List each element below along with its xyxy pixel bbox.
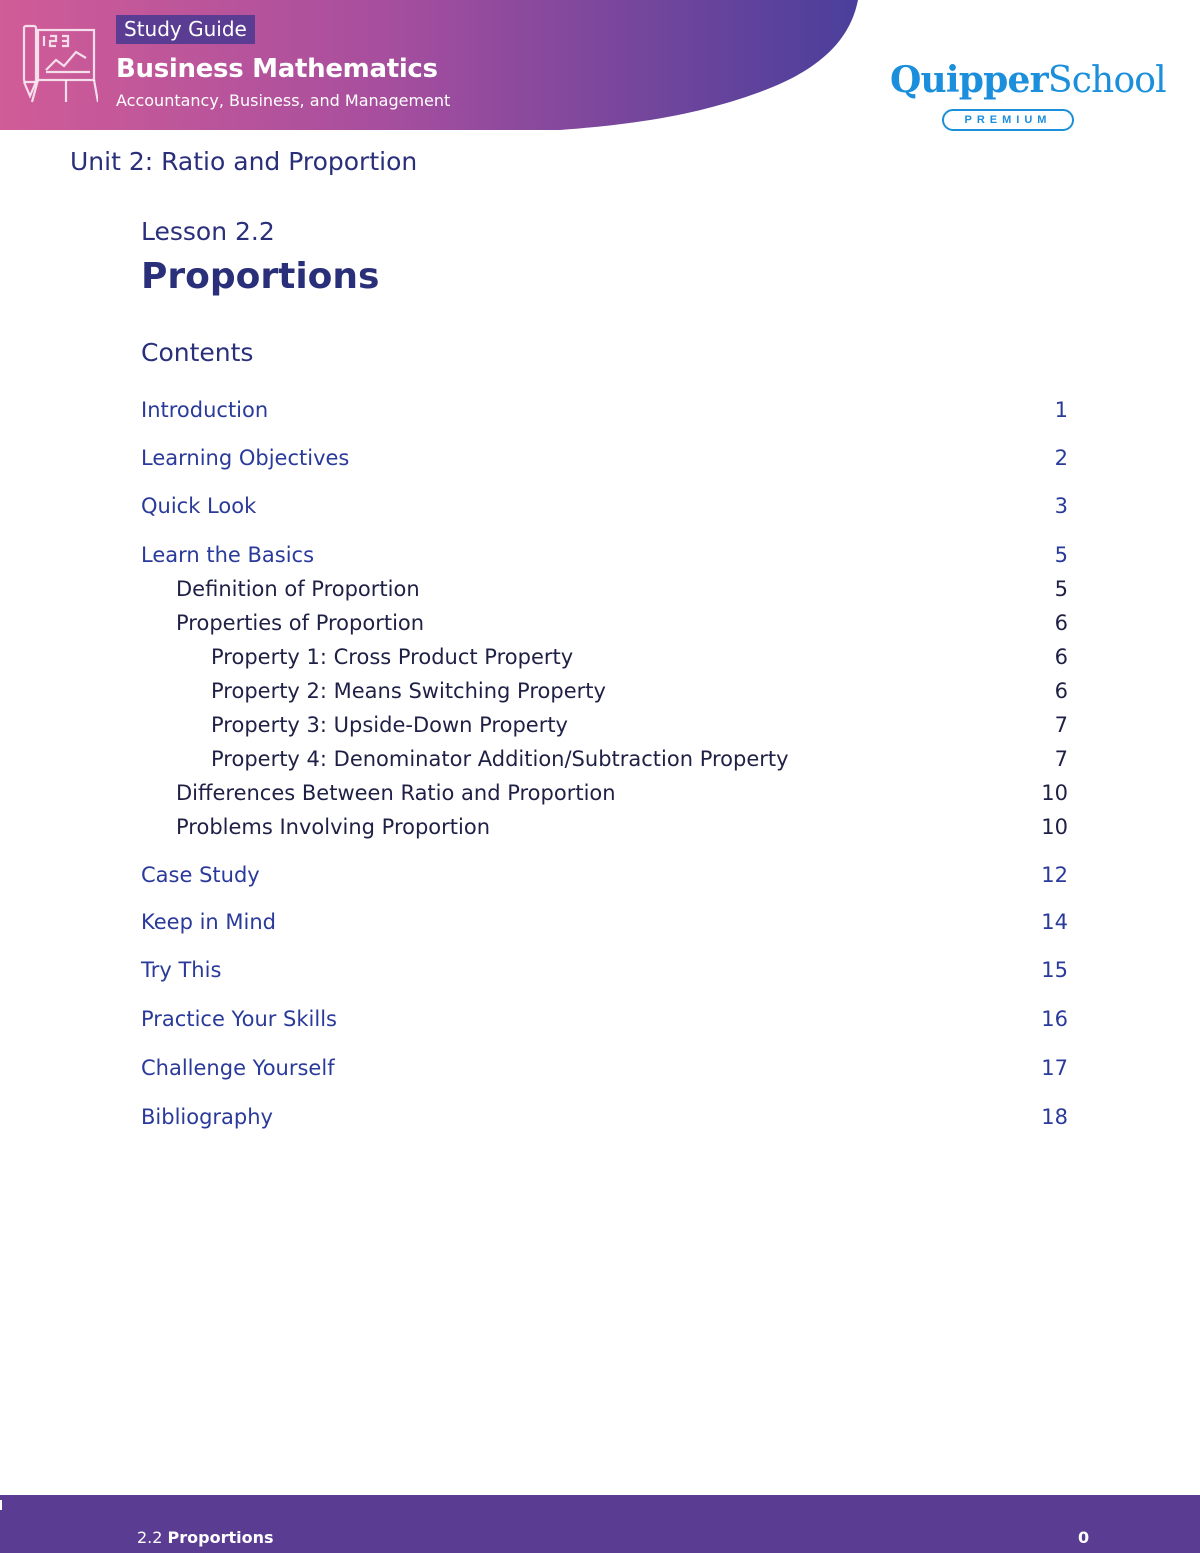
toc-entry[interactable] [0, 642, 1200, 672]
toc-entry-page: 7 [1054, 747, 1068, 771]
toc-entry-title: Practice Your Skills [141, 1007, 337, 1031]
toc-entry-page: 14 [1041, 910, 1068, 934]
toc-entry[interactable] [0, 907, 1200, 937]
track-subtitle: Accountancy, Business, and Management [116, 91, 451, 110]
subject-title: Business Mathematics [116, 54, 438, 84]
toc-entry-title: Try This [141, 958, 222, 982]
toc-entry-title: Differences Between Ratio and Proportion [176, 781, 616, 805]
lesson-title: Proportions [141, 256, 380, 297]
toc-entry-page: 7 [1054, 713, 1068, 737]
footer-section: 2.2 Proportions [137, 1528, 274, 1547]
toc-entry-title: Challenge Yourself [141, 1056, 335, 1080]
toc-entry[interactable] [0, 1102, 1200, 1132]
toc-entry-title: Bibliography [141, 1105, 273, 1129]
toc-entry-title: Learn the Basics [141, 543, 315, 567]
toc-entry-title: Property 3: Upside-Down Property [211, 713, 568, 737]
toc-entry-title: Property 2: Means Switching Property [211, 679, 606, 703]
chart-board-icon [20, 22, 98, 106]
toc-entry[interactable] [0, 574, 1200, 604]
toc-entry-page: 3 [1054, 494, 1068, 518]
toc-entry-page: 12 [1041, 863, 1068, 887]
toc-entry-page: 5 [1054, 577, 1068, 601]
toc-entry[interactable] [0, 860, 1200, 890]
toc-entry-title: Definition of Proportion [176, 577, 420, 601]
contents-heading: Contents [141, 338, 254, 367]
toc-entry-title: Property 4: Denominator Addition/Subtraction Property [211, 747, 789, 771]
toc-entry-title: Keep in Mind [141, 910, 276, 934]
toc-entry-title: Introduction [141, 398, 269, 422]
toc-entry[interactable] [0, 1004, 1200, 1034]
toc-entry[interactable] [0, 608, 1200, 638]
toc-entry-page: 6 [1054, 645, 1068, 669]
toc-entry-title: Properties of Proportion [176, 611, 425, 635]
toc-entry-page: 6 [1054, 611, 1068, 635]
toc-entry-page: 17 [1041, 1056, 1068, 1080]
toc-entry[interactable] [0, 778, 1200, 808]
toc-entry[interactable] [0, 1053, 1200, 1083]
toc-entry-page: 5 [1054, 543, 1068, 567]
toc-entry[interactable] [0, 710, 1200, 740]
toc-entry-page: 1 [1054, 398, 1068, 422]
toc-entry[interactable] [0, 676, 1200, 706]
toc-entry[interactable] [0, 744, 1200, 774]
toc-entry-title: Learning Objectives [141, 446, 350, 470]
toc-entry-title: Quick Look [141, 494, 257, 518]
toc-entry-page: 16 [1041, 1007, 1068, 1031]
lesson-number: Lesson 2.2 [141, 217, 275, 246]
premium-tag: PREMIUM [942, 109, 1074, 131]
footer-page-number: 0 [1078, 1528, 1090, 1547]
toc-entry-title: Problems Involving Proportion [176, 815, 491, 839]
toc-entry[interactable] [0, 540, 1200, 570]
toc-entry[interactable] [0, 395, 1200, 425]
toc-entry-page: 15 [1041, 958, 1068, 982]
toc-entry[interactable] [0, 443, 1200, 473]
toc-entry-page: 2 [1054, 446, 1068, 470]
toc-entry-page: 18 [1041, 1105, 1068, 1129]
toc-entry-title: Case Study [141, 863, 260, 887]
study-guide-badge: Study Guide [116, 15, 255, 44]
toc-entry-page: 10 [1041, 815, 1068, 839]
toc-entry[interactable] [0, 955, 1200, 985]
toc-entry-page: 10 [1041, 781, 1068, 805]
toc-entry-title: Property 1: Cross Product Property [211, 645, 574, 669]
quipper-school-logo: QuipperSchool PREMIUM [890, 58, 1130, 138]
unit-heading: Unit 2: Ratio and Proportion [70, 147, 418, 176]
toc-entry[interactable] [0, 812, 1200, 842]
toc-entry-page: 6 [1054, 679, 1068, 703]
toc-entry[interactable] [0, 491, 1200, 521]
